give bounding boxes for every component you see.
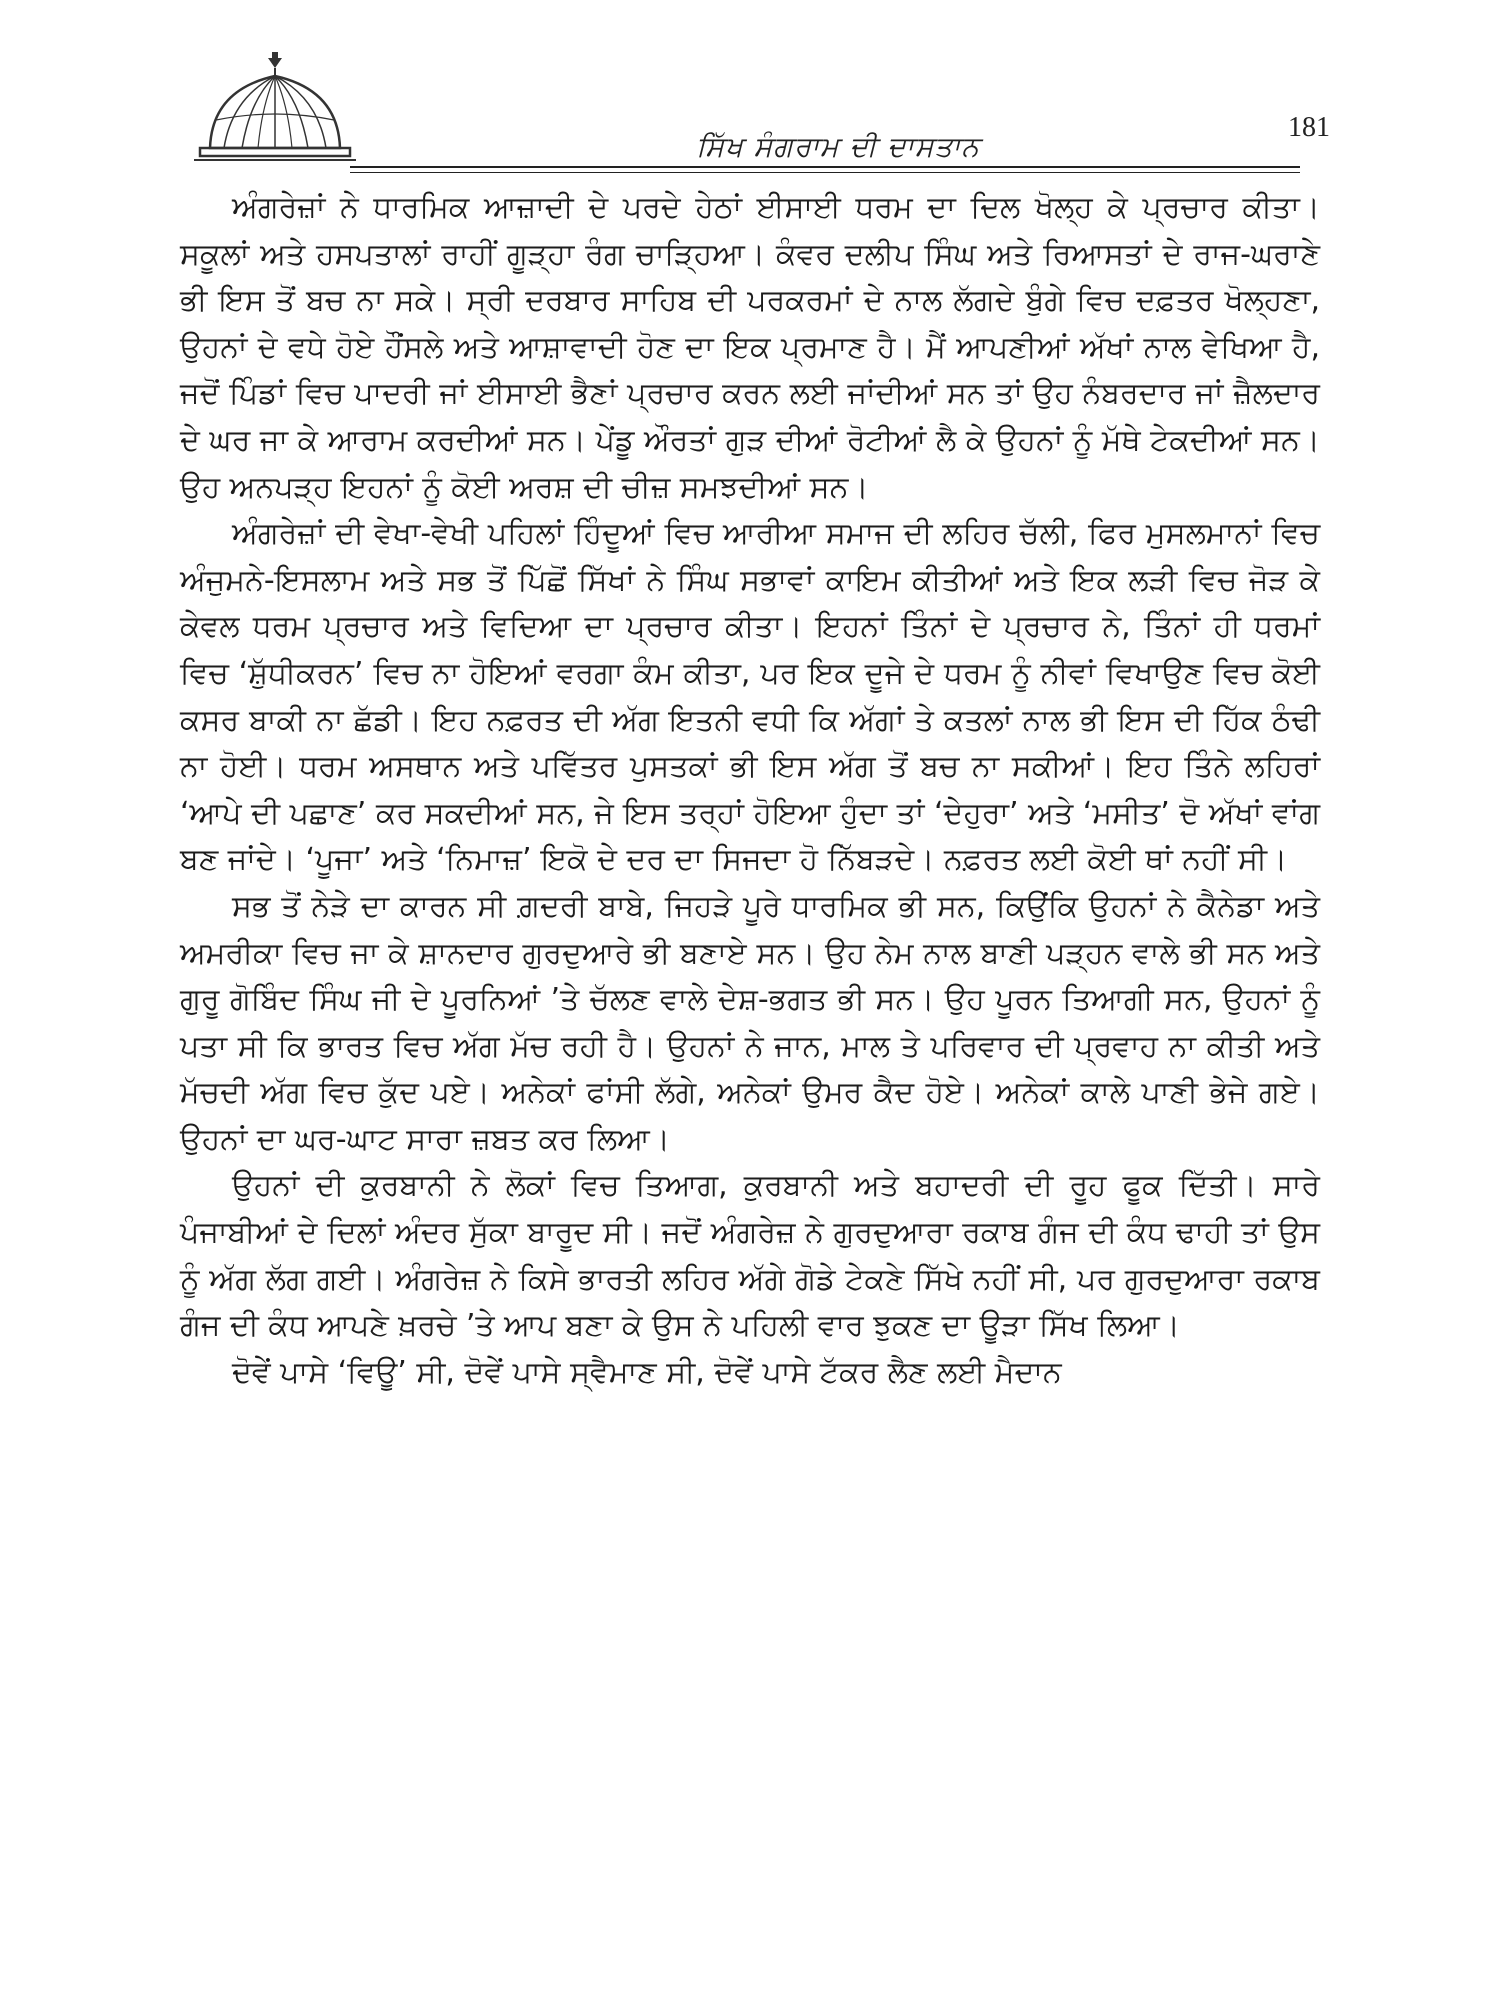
page-header: [190, 50, 1330, 180]
paragraph: ਦੋਵੇਂ ਪਾਸੇ ‘ਵਿਊ’ ਸੀ, ਦੋਵੇਂ ਪਾਸੇ ਸ੍ਵੈਮਾਣ ਸੀ, ਦੋਵੇਂ ਪਾਸੇ ਟੱਕਰ ਲੈਣ ਲਈ ਮੈਦਾਨ: [232, 1354, 1062, 1390]
paragraph: ਅੰਗਰੇਜ਼ਾਂ ਨੇ ਧਾਰਮਿਕ ਆਜ਼ਾਦੀ ਦੇ ਪਰਦੇ ਹੇਠਾਂ ਈਸਾਈ ਧਰਮ ਦਾ ਦਿਲ ਖੋਲ੍ਹ ਕੇ ਪ੍ਰਚਾਰ ਕੀਤਾ। ਸਕੂਲਾਂ ਅਤੇ ਹਸਪਤਾਲਾਂ ਰਾਹੀਂ ਗੂੜ੍ਹਾ ਰੰਗ ਚਾੜ੍ਹਿਆ। ਕੰਵਰ ਦਲੀਪ ਸਿੰਘ ਅਤੇ ਰਿਆਸਤਾਂ ਦੇ ਰਾਜ-ਘਰਾਣੇ ਭੀ ਇਸ ਤੋਂ ਬਚ ਨਾ ਸਕੇ। ਸ੍ਰੀ ਦਰਬਾਰ ਸਾਹਿਬ ਦੀ ਪਰਕਰਮਾਂ ਦੇ ਨਾਲ ਲੱਗਦੇ ਬੁੰਗੇ ਵਿਚ ਦਫ਼ਤਰ ਖੋਲ੍ਹਣਾ, ਉਹਨਾਂ ਦੇ ਵਧੇ ਹੋਏ ਹੌਂਸਲੇ ਅਤੇ ਆਸ਼ਾਵਾਦੀ ਹੋਣ ਦਾ ਇਕ ਪ੍ਰਮਾਣ ਹੈ। ਮੈਂ ਆਪਣੀਆਂ ਅੱਖਾਂ ਨਾਲ ਵੇਖਿਆ ਹੈ, ਜਦੋਂ ਪਿੰਡਾਂ ਵਿਚ ਪਾਦਰੀ ਜਾਂ ਈਸਾਈ ਭੈਣਾਂ ਪ੍ਰਚਾਰ ਕਰਨ ਲਈ ਜਾਂਦੀਆਂ ਸਨ ਤਾਂ ਉਹ ਨੰਬਰਦਾਰ ਜਾਂ ਜ਼ੈਲਦਾਰ ਦੇ ਘਰ ਜਾ ਕੇ ਆਰਾਮ ਕਰਦੀਆਂ ਸਨ। ਪੇਂਡੂ ਔਰਤਾਂ ਗੁੜ ਦੀਆਂ ਰੋਟੀਆਂ ਲੈ ਕੇ ਉਹਨਾਂ ਨੂੰ ਮੱਥੇ ਟੇਕਦੀਆਂ ਸਨ। ਉਹ ਅਨਪੜ੍ਹ ਇਹਨਾਂ ਨੂੰ ਕੋਈ ਅਰਸ਼ ਦੀ ਚੀਜ਼ ਸਮਝਦੀਆਂ ਸਨ।: [180, 190, 1320, 505]
paragraph: ਸਭ ਤੋਂ ਨੇੜੇ ਦਾ ਕਾਰਨ ਸੀ ਗ਼ਦਰੀ ਬਾਬੇ, ਜਿਹੜੇ ਪੂਰੇ ਧਾਰਮਿਕ ਭੀ ਸਨ, ਕਿਉਂਕਿ ਉਹਨਾਂ ਨੇ ਕੈਨੇਡਾ ਅਤੇ ਅਮਰੀਕਾ ਵਿਚ ਜਾ ਕੇ ਸ਼ਾਨਦਾਰ ਗੁਰਦੁਆਰੇ ਭੀ ਬਣਾਏ ਸਨ। ਉਹ ਨੇਮ ਨਾਲ ਬਾਣੀ ਪੜ੍ਹਨ ਵਾਲੇ ਭੀ ਸਨ ਅਤੇ ਗੁਰੂ ਗੋਬਿੰਦ ਸਿੰਘ ਜੀ ਦੇ ਪੂਰਨਿਆਂ ’ਤੇ ਚੱਲਣ ਵਾਲੇ ਦੇਸ਼-ਭਗਤ ਭੀ ਸਨ। ਉਹ ਪੂਰਨ ਤਿਆਗੀ ਸਨ, ਉਹਨਾਂ ਨੂੰ ਪਤਾ ਸੀ ਕਿ ਭਾਰਤ ਵਿਚ ਅੱਗ ਮੱਚ ਰਹੀ ਹੈ। ਉਹਨਾਂ ਨੇ ਜਾਨ, ਮਾਲ ਤੇ ਪਰਿਵਾਰ ਦੀ ਪ੍ਰਵਾਹ ਨਾ ਕੀਤੀ ਅਤੇ ਮੱਚਦੀ ਅੱਗ ਵਿਚ ਕੁੱਦ ਪਏ। ਅਨੇਕਾਂ ਫਾਂਸੀ ਲੱਗੇ, ਅਨੇਕਾਂ ਉਮਰ ਕੈਦ ਹੋਏ। ਅਨੇਕਾਂ ਕਾਲੇ ਪਾਣੀ ਭੇਜੇ ਗਏ। ਉਹਨਾਂ ਦਾ ਘਰ-ਘਾਟ ਸਾਰਾ ਜ਼ਬਤ ਕਰ ਲਿਆ।: [180, 888, 1320, 1157]
body-text: [180, 185, 1320, 1396]
paragraph: ਉਹਨਾਂ ਦੀ ਕੁਰਬਾਨੀ ਨੇ ਲੋਕਾਂ ਵਿਚ ਤਿਆਗ, ਕੁਰਬਾਨੀ ਅਤੇ ਬਹਾਦਰੀ ਦੀ ਰੂਹ ਫੂਕ ਦਿੱਤੀ। ਸਾਰੇ ਪੰਜਾਬੀਆਂ ਦੇ ਦਿਲਾਂ ਅੰਦਰ ਸੁੱਕਾ ਬਾਰੂਦ ਸੀ। ਜਦੋਂ ਅੰਗਰੇਜ਼ ਨੇ ਗੁਰਦੁਆਰਾ ਰਕਾਬ ਗੰਜ ਦੀ ਕੰਧ ਢਾਹੀ ਤਾਂ ਉਸ ਨੂੰ ਅੱਗ ਲੱਗ ਗਈ। ਅੰਗਰੇਜ਼ ਨੇ ਕਿਸੇ ਭਾਰਤੀ ਲਹਿਰ ਅੱਗੇ ਗੋਡੇ ਟੇਕਣੇ ਸਿੱਖੇ ਨਹੀਂ ਸੀ, ਪਰ ਗੁਰਦੁਆਰਾ ਰਕਾਬ ਗੰਜ ਦੀ ਕੰਧ ਆਪਣੇ ਖ਼ਰਚੇ ’ਤੇ ਆਪ ਬਣਾ ਕੇ ਉਸ ਨੇ ਪਹਿਲੀ ਵਾਰ ਝੁਕਣ ਦਾ ਊੜਾ ਸਿੱਖ ਲਿਆ।: [180, 1168, 1320, 1344]
header-rule: [350, 166, 1300, 173]
running-title: ਸਿੱਖ ਸੰਗਰਾਮ ਦੀ ਦਾਸਤਾਨ: [570, 130, 1106, 164]
paragraph: ਅੰਗਰੇਜ਼ਾਂ ਦੀ ਵੇਖਾ-ਵੇਖੀ ਪਹਿਲਾਂ ਹਿੰਦੂਆਂ ਵਿਚ ਆਰੀਆ ਸਮਾਜ ਦੀ ਲਹਿਰ ਚੱਲੀ, ਫਿਰ ਮੁਸਲਮਾਨਾਂ ਵਿਚ ਅੰਜੁਮਨੇ-ਇਸਲਾਮ ਅਤੇ ਸਭ ਤੋਂ ਪਿੱਛੋਂ ਸਿੱਖਾਂ ਨੇ ਸਿੰਘ ਸਭਾਵਾਂ ਕਾਇਮ ਕੀਤੀਆਂ ਅਤੇ ਇਕ ਲੜੀ ਵਿਚ ਜੋੜ ਕੇ ਕੇਵਲ ਧਰਮ ਪ੍ਰਚਾਰ ਅਤੇ ਵਿਦਿਆ ਦਾ ਪ੍ਰਚਾਰ ਕੀਤਾ। ਇਹਨਾਂ ਤਿੰਨਾਂ ਦੇ ਪ੍ਰਚਾਰ ਨੇ, ਤਿੰਨਾਂ ਹੀ ਧਰਮਾਂ ਵਿਚ ‘ਸ਼ੁੱਧੀਕਰਨ’ ਵਿਚ ਨਾ ਹੋਇਆਂ ਵਰਗਾ ਕੰਮ ਕੀਤਾ, ਪਰ ਇਕ ਦੂਜੇ ਦੇ ਧਰਮ ਨੂੰ ਨੀਵਾਂ ਵਿਖਾਉਣ ਵਿਚ ਕੋਈ ਕਸਰ ਬਾਕੀ ਨਾ ਛੱਡੀ। ਇਹ ਨਫ਼ਰਤ ਦੀ ਅੱਗ ਇਤਨੀ ਵਧੀ ਕਿ ਅੱਗਾਂ ਤੇ ਕਤਲਾਂ ਨਾਲ ਭੀ ਇਸ ਦੀ ਹਿੱਕ ਠੰਢੀ ਨਾ ਹੋਈ। ਧਰਮ ਅਸਥਾਨ ਅਤੇ ਪਵਿੱਤਰ ਪੁਸਤਕਾਂ ਭੀ ਇਸ ਅੱਗ ਤੋਂ ਬਚ ਨਾ ਸਕੀਆਂ। ਇਹ ਤਿੰਨੇ ਲਹਿਰਾਂ ‘ਆਪੇ ਦੀ ਪਛਾਣ’ ਕਰ ਸਕਦੀਆਂ ਸਨ, ਜੇ ਇਸ ਤਰ੍ਹਾਂ ਹੋਇਆ ਹੁੰਦਾ ਤਾਂ ‘ਦੇਹੁਰਾ’ ਅਤੇ ‘ਮਸੀਤ’ ਦੋ ਅੱਖਾਂ ਵਾਂਗ ਬਣ ਜਾਂਦੇ। ‘ਪੂਜਾ’ ਅਤੇ ‘ਨਿਮਾਜ਼’ ਇਕੋ ਦੇ ਦਰ ਦਾ ਸਿਜਦਾ ਹੋ ਨਿੱਬੜਦੇ। ਨਫ਼ਰਤ ਲਈ ਕੋਈ ਥਾਂ ਨਹੀਂ ਸੀ।: [180, 516, 1320, 878]
dome-emblem-icon: [190, 50, 360, 170]
page-number: 181: [1288, 112, 1330, 143]
